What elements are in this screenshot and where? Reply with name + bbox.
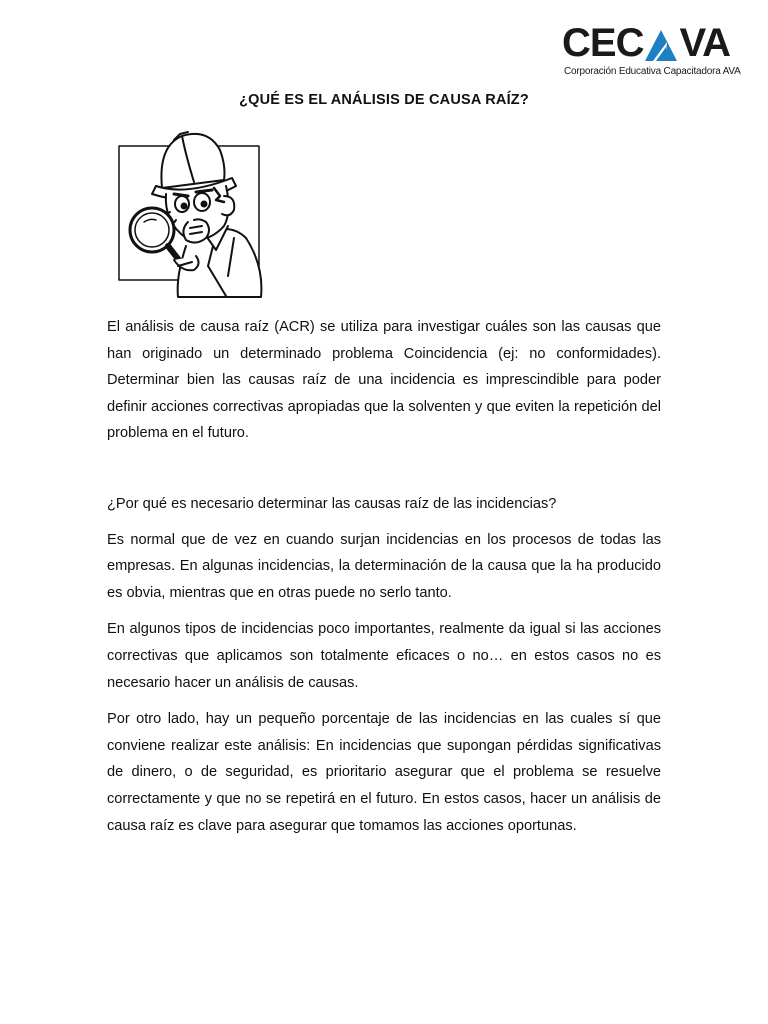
page-title: ¿QUÉ ES EL ANÁLISIS DE CAUSA RAÍZ?: [239, 92, 529, 108]
logo-wordmark: [562, 21, 731, 65]
cecava-logo: [562, 21, 741, 80]
document-body: [107, 314, 661, 839]
paragraph-normal-incidents: Es normal que de vez en cuando surjan incidencias en los procesos de todas las empresas. En algunas incidencias, la determinación de la causa que la ha producido es obvia, mientras que en otras puede no serlo tanto.: [107, 531, 661, 601]
paragraph-intro: El análisis de causa raíz (ACR) se utiliza para investigar cuáles son las causas que han originado un determinado problema Coincidencia (ej: no conformidades). Determinar bien las causas raíz de una incidencia es imprescindible para poder definir acciones correctivas apropiadas que la solventen y que eviten la repetición del problema en el futuro.: [107, 319, 661, 442]
logo-subtitle: Corporación Educativa Capacitadora AVA: [564, 66, 741, 77]
logo-word-right: VA: [679, 21, 731, 65]
paragraph-question: ¿Por qué es necesario determinar las causas raíz de las incidencias?: [107, 495, 557, 512]
detective-with-magnifying-glass-icon: [116, 126, 266, 298]
paragraph-minor-incidents: En algunos tipos de incidencias poco importantes, realmente da igual si las acciones correctivas que aplicamos son totalmente eficaces o no… en estos casos no es necesario hacer un análisis de causas.: [107, 621, 661, 691]
logo-word-left: CEC: [562, 21, 644, 65]
paragraph-significant-incidents: Por otro lado, hay un pequeño porcentaje de las incidencias en las cuales sí que conviene realizar este análisis: En incidencias que supongan pérdidas significativas de dinero, o de seguridad, es prioritario asegurar que el problema se resuelve correctamente y que no se repetirá en el futuro. En estos casos, hacer un análisis de causa raíz es clave para asegurar que tomamos las acciones oportunas.: [107, 711, 661, 834]
logo-triangle-icon: [644, 28, 678, 62]
